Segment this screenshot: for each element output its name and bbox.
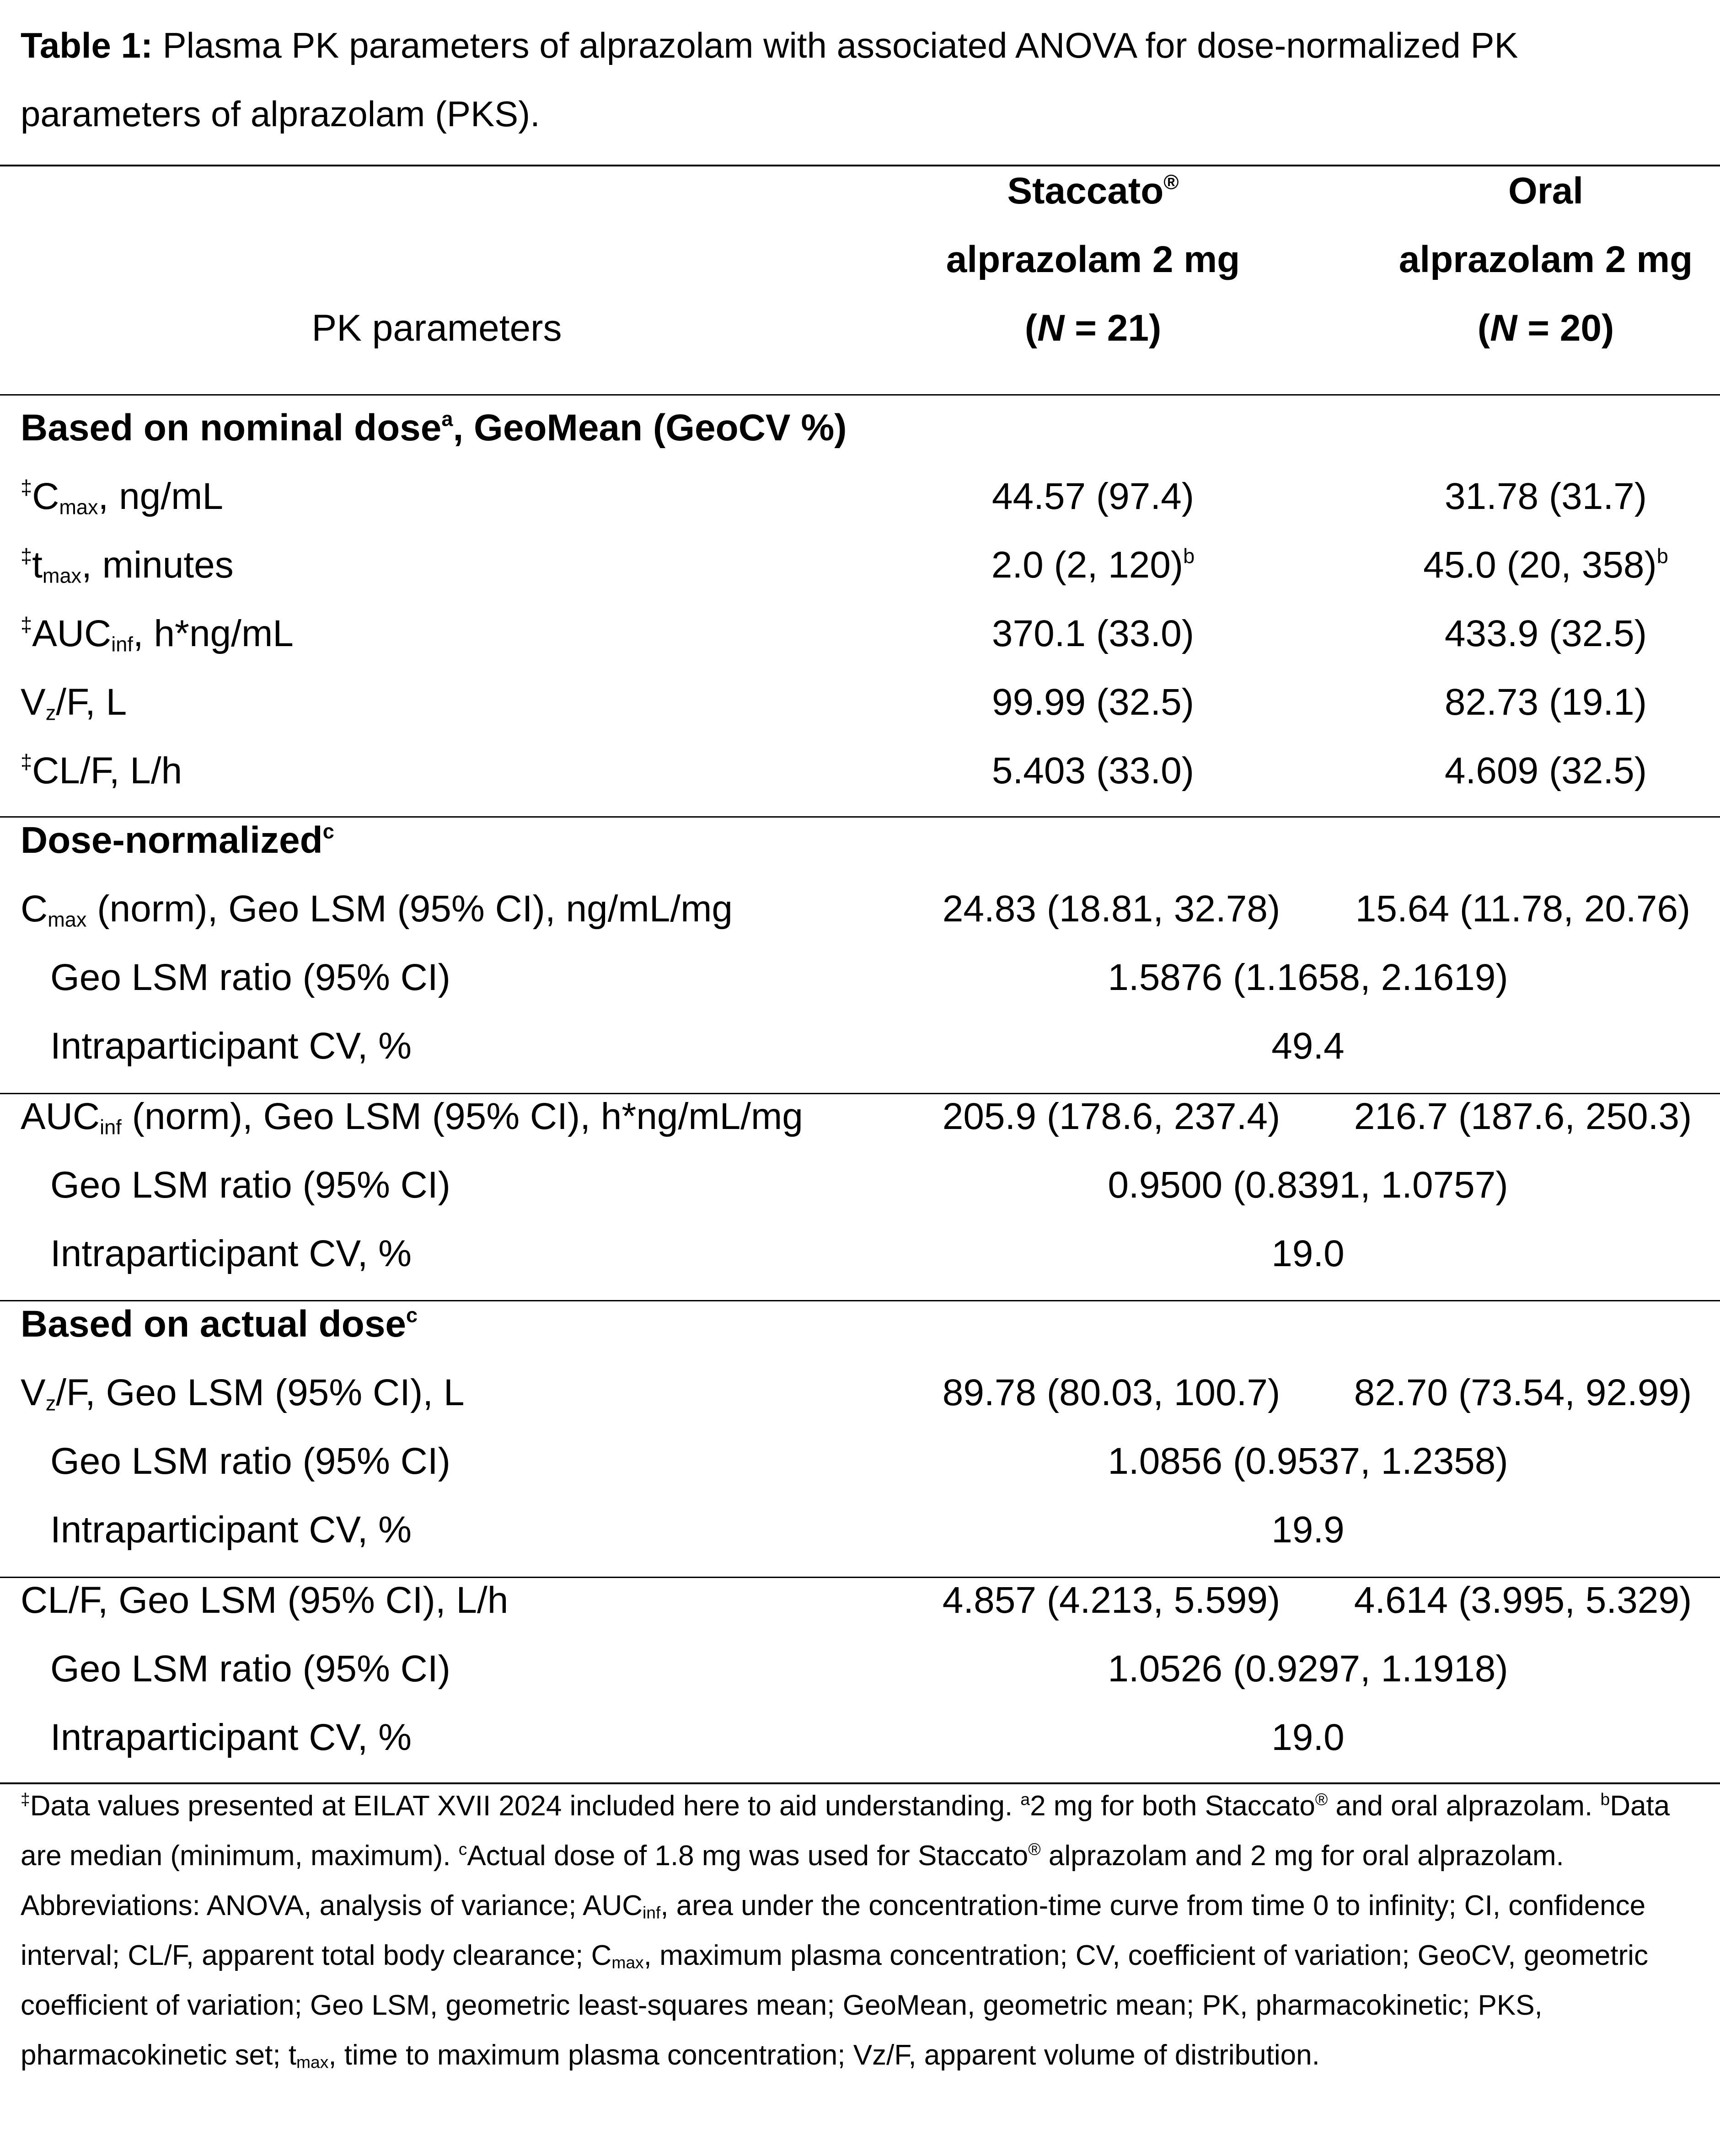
row-cmax-ratio-label: Geo LSM ratio (95% CI): [50, 957, 450, 998]
table-caption: [21, 11, 1704, 148]
row-vz-actual-label: $V_z/F$, Geo LSM (95% CI), L: [21, 1372, 465, 1415]
row-vz-ratio-label: Geo LSM ratio (95% CI): [50, 1440, 450, 1482]
row-vz-label: $V_z/F$, L: [21, 681, 127, 725]
row-cl-actual-staccato: 4.857 (4.213, 5.599): [942, 1579, 1281, 1621]
table-footnote: ‡Data values presented at EILAT XVII 2024 included here to aid understanding. $^a$2 mg for both Staccato® and oral alprazolam. $^b$Data are median (minimum, maximum). $^c$Actual dose of 1.8 mg was used for Staccato® alprazolam and 2 mg for oral alprazolam. Abbreviations: ANOVA, analysis of variance; $AUC_{inf}$, area under the concentration-time curve from time 0 to infinity; CI, confidence interval; CL/F, apparent total body clearance; $C_{max}$, maximum plasma concentration; CV, coefficient of variation; GeoCV, geometric coefficient of variation; Geo LSM, geometric least-squares mean; GeoMean, geometric mean; PK, pharmacokinetic; PKS, pharmacokinetic set; $t_{max}$, time to maximum plasma concentration; Vz/F, apparent volume of distribution.: [21, 1789, 1670, 2072]
param-col-header: PK parameters: [311, 307, 562, 349]
row-cl-ratio-label: Geo LSM ratio (95% CI): [50, 1648, 450, 1690]
row-cl-label: ‡CL/F, L/h: [21, 750, 182, 792]
row-cmax-staccato: 44.57 (97.4): [991, 476, 1195, 517]
row-cl-cv-value: 19.0: [1271, 1717, 1345, 1758]
section-nominal-title: Based on nominal dose$^a$, GeoMean (GeoCV %): [21, 407, 847, 449]
col2-header-n: (N = 20): [1477, 307, 1614, 349]
row-cmax-norm-oral: 15.64 (11.78, 20.76): [1355, 888, 1691, 930]
row-cl-ratio-value: 1.0526 (0.9297, 1.1918): [1108, 1648, 1508, 1690]
col1-header-line1: Staccato®: [1007, 170, 1179, 212]
row-cl-oral: 4.609 (32.5): [1444, 750, 1647, 792]
top-rule: [0, 165, 1720, 166]
row-auc-staccato: 370.1 (33.0): [991, 613, 1195, 654]
row-cmax-cv-value: 49.4: [1271, 1025, 1345, 1067]
row-auc-norm-label: $AUC_{inf}$ (norm), Geo LSM (95% CI), h*ng/mL/mg: [21, 1096, 803, 1139]
row-vz-cv-label: Intraparticipant CV, %: [50, 1509, 412, 1551]
row-vz-actual-oral: 82.70 (73.54, 92.99): [1354, 1372, 1692, 1413]
row-cmax-norm-label: $C_{max}$ (norm), Geo LSM (95% CI), ng/mL/mg: [21, 888, 733, 931]
row-tmax-label: $^\ddagger t_{max}$, minutes: [21, 544, 234, 588]
caption-text: Plasma PK parameters of alprazolam with associated ANOVA for dose-normalized PK parameters of alprazolam (PKS).: [21, 25, 1518, 134]
row-cmax-ratio-value: 1.5876 (1.1658, 2.1619): [1108, 957, 1508, 998]
row-auc-label: $^\ddagger AUC_{inf}$, h*ng/mL: [21, 613, 294, 656]
row-vz-ratio-value: 1.0856 (0.9537, 1.2358): [1108, 1440, 1508, 1482]
row-cl-cv-label: Intraparticipant CV, %: [50, 1717, 412, 1758]
section-dose-normalized-title: Dose-normalized$^c$: [21, 819, 334, 861]
row-vz-oral: 82.73 (19.1): [1444, 681, 1647, 723]
row-auc-ratio-value: 0.9500 (0.8391, 1.0757): [1108, 1164, 1508, 1206]
header-rule: [0, 394, 1720, 396]
row-vz-cv-value: 19.9: [1271, 1509, 1345, 1551]
col2-header-line1: Oral: [1508, 170, 1584, 212]
row-auc-cv-value: 19.0: [1271, 1233, 1345, 1274]
row-auc-ratio-label: Geo LSM ratio (95% CI): [50, 1164, 450, 1206]
row-vz-actual-staccato: 89.78 (80.03, 100.7): [942, 1372, 1281, 1413]
row-vz-staccato: 99.99 (32.5): [991, 681, 1195, 723]
caption-label: Table 1:: [21, 25, 153, 65]
row-cl-staccato: 5.403 (33.0): [991, 750, 1195, 792]
row-cmax-label: $^\ddagger C_{max}$, ng/mL: [21, 476, 223, 519]
row-cl-actual-label: CL/F, Geo LSM (95% CI), L/h: [21, 1579, 509, 1621]
row-auc-norm-oral: 216.7 (187.6, 250.3): [1354, 1096, 1692, 1137]
col1-header-line2: alprazolam 2 mg: [946, 239, 1240, 280]
col1-header-n: (N = 21): [1024, 307, 1162, 349]
row-auc-norm-staccato: 205.9 (178.6, 237.4): [942, 1096, 1281, 1137]
row-cmax-norm-staccato: 24.83 (18.81, 32.78): [942, 888, 1281, 930]
row-cl-actual-oral: 4.614 (3.995, 5.329): [1354, 1579, 1692, 1621]
row-tmax-oral: 45.0 (20, 358)$^b$: [1423, 544, 1668, 586]
row-auc-cv-label: Intraparticipant CV, %: [50, 1233, 412, 1274]
row-cmax-cv-label: Intraparticipant CV, %: [50, 1025, 412, 1067]
col2-header-line2: alprazolam 2 mg: [1399, 239, 1693, 280]
row-cmax-oral: 31.78 (31.7): [1444, 476, 1647, 517]
section-actual-dose-title: Based on actual dose$^c$: [21, 1303, 418, 1345]
row-auc-oral: 433.9 (32.5): [1444, 613, 1647, 654]
row-tmax-staccato: 2.0 (2, 120)$^b$: [991, 544, 1195, 586]
